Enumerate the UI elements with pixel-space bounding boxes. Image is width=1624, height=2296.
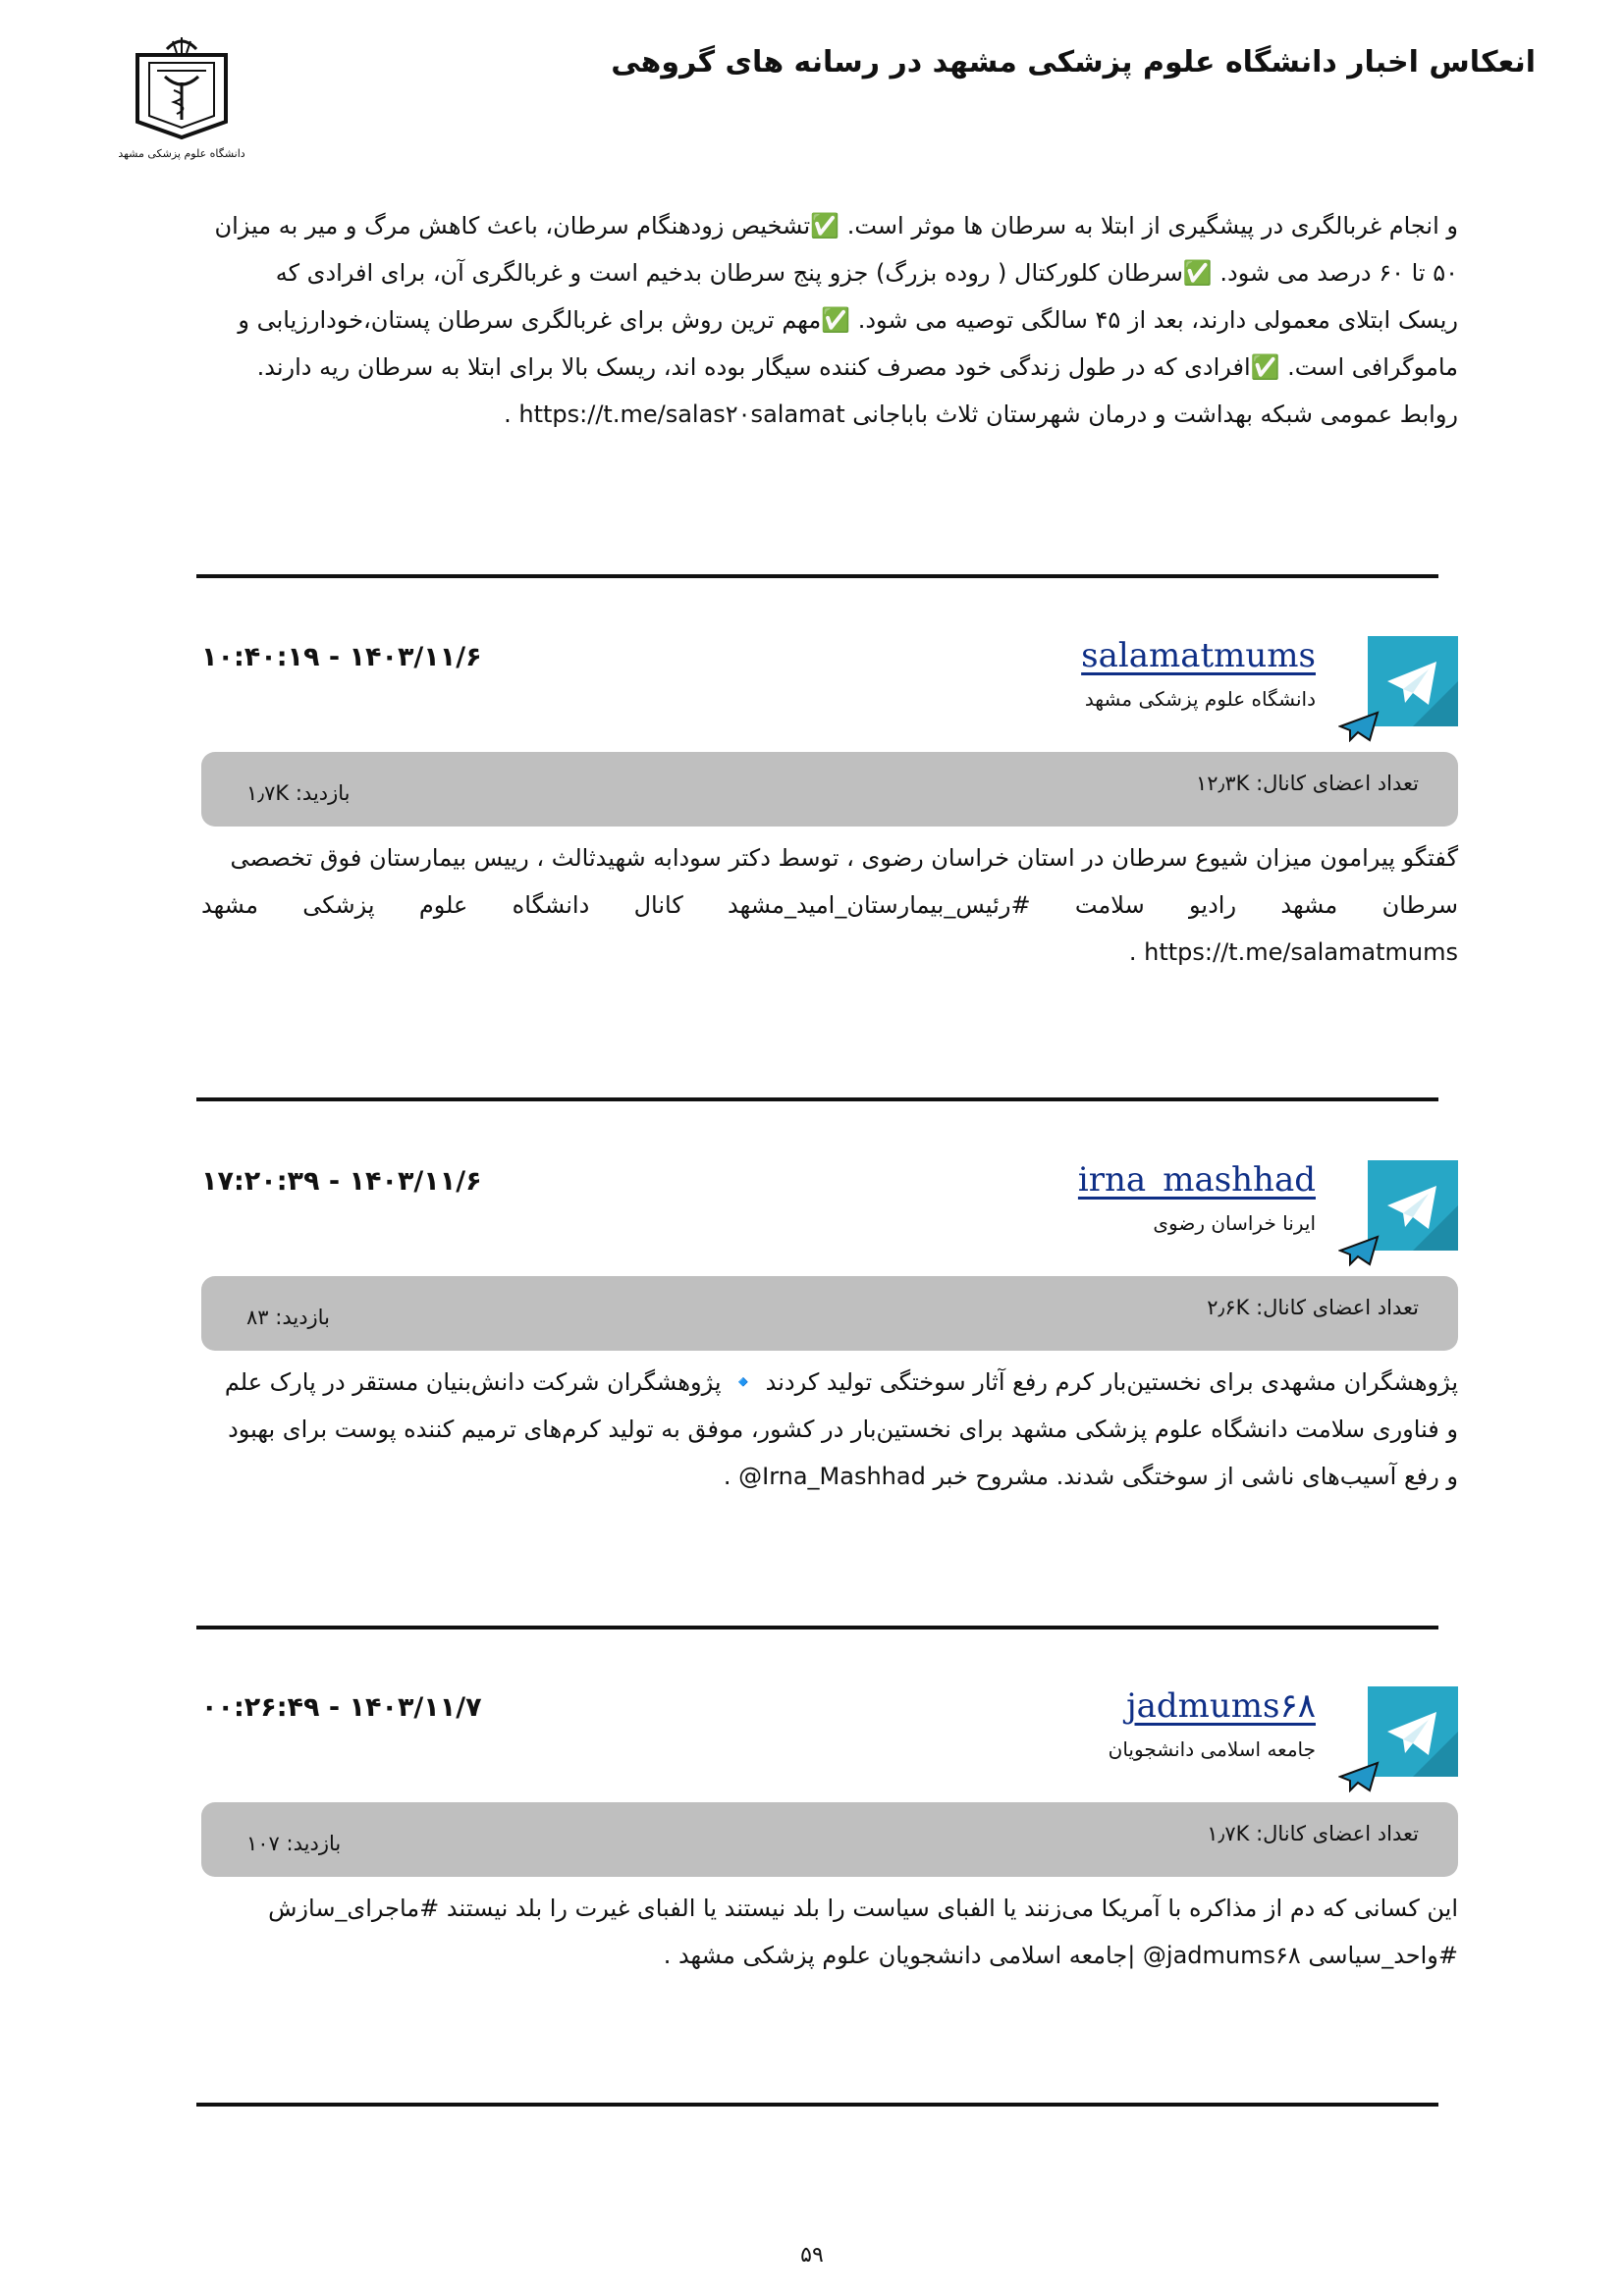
text-line: #واحد_سیاسی jadmums۶۸@ |جامعه اسلامی دانشجویان علوم پزشکی مشهد .	[663, 1942, 1458, 1969]
text-line: ۵۰ تا ۶۰ درصد می شود. ✅سرطان کلورکتال ( روده بزرگ) جزو پنج سرطان بدخیم است و غربالگری آن، برای افرادی که	[275, 259, 1458, 287]
intro-paragraph	[201, 202, 1458, 438]
channel-id-link[interactable]: jadmums۶۸	[1126, 1686, 1316, 1726]
views-count: بازدید: ۱۰۷	[246, 1832, 342, 1855]
divider	[196, 2103, 1438, 2107]
members-count: تعداد اعضای کانال: ۲٫۶K	[1207, 1296, 1419, 1319]
text-line: این کسانی که دم از مذاکره با آمریکا می‌زنند یا الفبای سیاست را بلد نیستند یا الفبای غیرت را بلد نیستند #ماجرای_سازش	[268, 1895, 1458, 1922]
text-line: و انجام غربالگری در پیشگیری از ابتلا به سرطان ها موثر است. ✅تشخیص زودهنگام سرطان، باعث کاهش مرگ و میر به میزان	[214, 212, 1458, 240]
stats-bar	[201, 1276, 1458, 1351]
telegram-arrow-icon	[1338, 711, 1380, 742]
post-date: ۱۴۰۳/۱۱/۶ - ۱۰:۴۰:۱۹	[201, 642, 482, 672]
channel-id-link[interactable]: irna_mashhad	[1077, 1160, 1316, 1200]
views-count: بازدید: ۱٫۷K	[246, 781, 351, 805]
views-count: بازدید: ۸۳	[246, 1306, 330, 1329]
telegram-icon	[1368, 636, 1458, 726]
logo-text: دانشگاه علوم پزشکی مشهد	[118, 147, 245, 160]
text-line: گفتگو پیرامون میزان شیوع سرطان در استان خراسان رضوی ، توسط دکتر سودابه شهیدثالث ، رییس بیمارستان فوق تخصصی	[230, 844, 1458, 872]
members-count: تعداد اعضای کانال: ۱٫۷K	[1207, 1822, 1419, 1845]
divider	[196, 1626, 1438, 1629]
text-line: ریسک ابتلای معمولی دارند، بعد از ۴۵ سالگی توصیه می شود. ✅مهم ترین روش برای غربالگری سرطان پستان،خودارزیابی و	[238, 306, 1458, 334]
post-text	[201, 834, 1458, 976]
telegram-arrow-icon	[1338, 1235, 1380, 1266]
members-count: تعداد اعضای کانال: ۱۲٫۳K	[1195, 772, 1419, 795]
text-line: و رفع آسیب‌های ناشی از سوختگی شدند. مشروح خبر Irna_Mashhad@ .	[723, 1463, 1458, 1490]
channel-id-link[interactable]: salamatmums	[1081, 636, 1316, 675]
stats-bar	[201, 1802, 1458, 1877]
page-number: ۵۹	[800, 2243, 824, 2268]
channel-name: دانشگاه علوم پزشکی مشهد	[1084, 687, 1316, 711]
text-line: و فناوری سلامت دانشگاه علوم پزشکی مشهد برای نخستین‌بار در کشور، موفق به تولید کرم‌های ترمیم کننده پوست برای بهبود	[228, 1415, 1458, 1443]
text-line: پژوهشگران مشهدی برای نخستین‌بار کرم رفع آثار سوختگی تولید کردند 🔹 پژوهشگران شرکت دانش‌بنیان مستقر در پارک علم	[224, 1368, 1458, 1396]
university-logo	[118, 33, 245, 166]
telegram-arrow-icon	[1338, 1761, 1380, 1792]
text-line: سرطان مشهد رادیو سلامت #رئیس_بیمارستان_امید_مشهد کانال دانشگاه علوم پزشکی مشهد	[201, 891, 1458, 919]
divider	[196, 574, 1438, 578]
channel-name: جامعه اسلامی دانشجویان	[1108, 1737, 1316, 1761]
page-title: انعکاس اخبار دانشگاه علوم پزشکی مشهد در رسانه های گروهی	[611, 45, 1536, 80]
text-line: https://t.me/salamatmums .	[1128, 938, 1458, 966]
post-date: ۱۴۰۳/۱۱/۷ - ۰۰:۲۶:۴۹	[201, 1692, 482, 1723]
text-line: روابط عمومی شبکه بهداشت و درمان شهرستان ثلاث باباجانی https://t.me/salas۲۰salamat .	[504, 400, 1458, 428]
divider	[196, 1097, 1438, 1101]
post-text	[201, 1885, 1458, 1979]
stats-bar	[201, 752, 1458, 827]
text-line: ماموگرافی است. ✅افرادی که در طول زندگی خود مصرف کننده سیگار بوده اند، ریسک بالا برای ابتلا به سرطان ریه دارند.	[256, 353, 1458, 381]
channel-name: ایرنا خراسان رضوی	[1153, 1211, 1316, 1235]
telegram-icon	[1368, 1686, 1458, 1777]
post-text	[201, 1359, 1458, 1500]
telegram-icon	[1368, 1160, 1458, 1251]
post-date: ۱۴۰۳/۱۱/۶ - ۱۷:۲۰:۳۹	[201, 1166, 482, 1197]
